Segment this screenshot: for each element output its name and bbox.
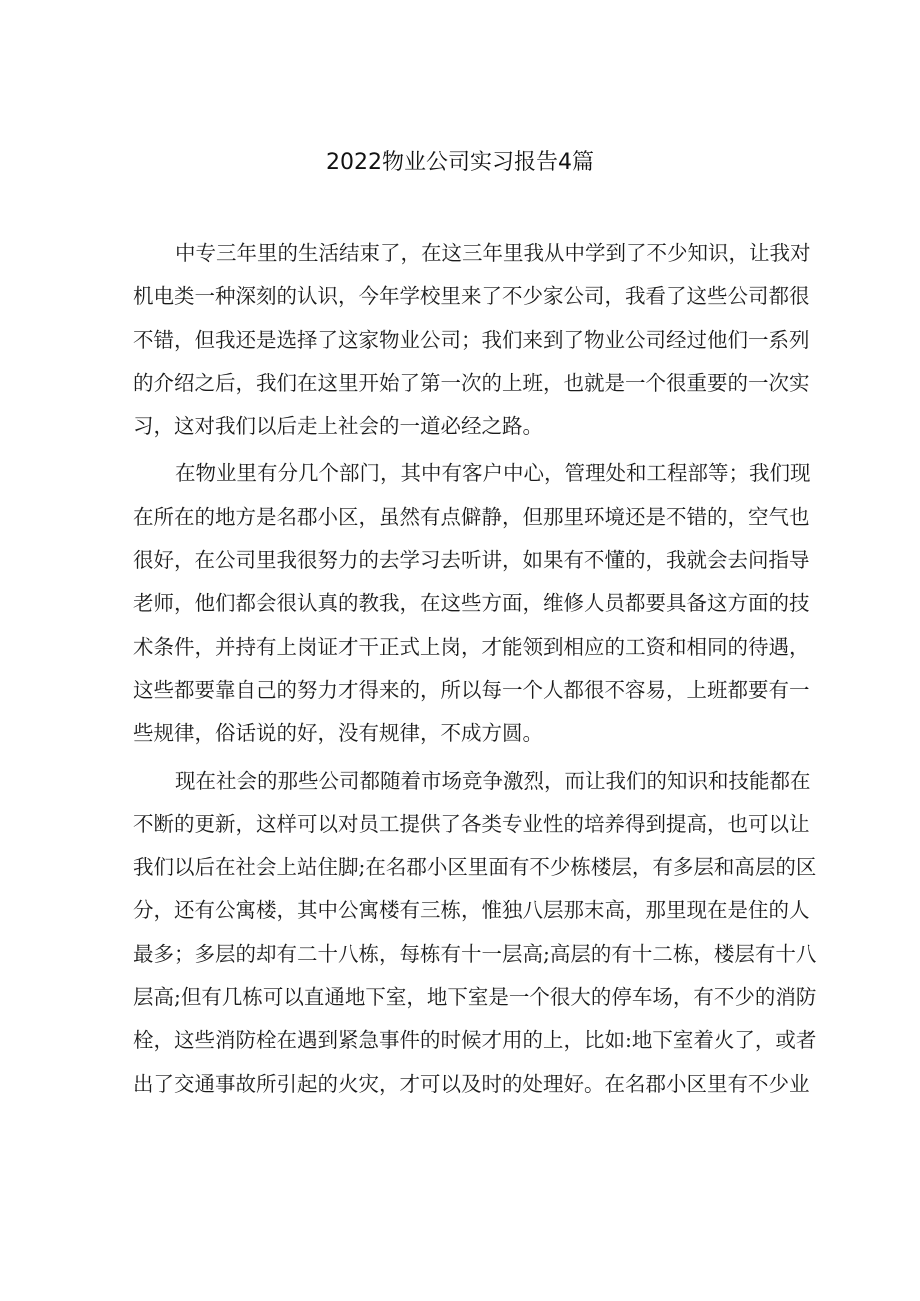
text-line: 些规律，俗话说的好，没有规律，不成方圆。 [133,721,543,746]
text-line: 我们以后在社会上站住脚;在名郡小区里面有不少栋楼层，有多层和高层的区 [133,855,817,880]
text-line: 术条件，并持有上岗证才干正式上岗，才能领到相应的工资和相同的待遇， [133,634,810,659]
text-line: 很好，在公司里我很努力的去学习去听讲，如果有不懂的，我就会去问指导 [133,548,810,573]
text-line: 层高;但有几栋可以直通地下室，地下室是一个很大的停车场，有不少的消防 [133,985,817,1010]
text-line: 机电类一种深刻的认识，今年学校里来了不少家公司，我看了这些公司都很 [133,284,810,309]
text-line: 中专三年里的生活结束了，在这三年里我从中学到了不少知识，让我对 [175,241,811,265]
text-line: 在所在的地方是名郡小区，虽然有点僻静，但那里环境还是不错的，空气也 [133,504,810,529]
text-line: 不断的更新，这样可以对员工提供了各类专业性的培养得到提高，也可以让 [133,811,810,836]
paragraph-3 [133,760,817,1106]
text-line: 出了交通事故所引起的火灾，才可以及时的处理好。在名郡小区里有不少业 [133,1071,810,1096]
text-line: 在物业里有分几个部门，其中有客户中心，管理处和工程部等；我们现 [175,461,811,486]
text-line: 不错，但我还是选择了这家物业公司；我们来到了物业公司经过他们一系列 [133,327,810,352]
text-line: 最多；多层的却有二十八栋，每栋有十一层高;高层的有十二栋，楼层有十八 [133,941,817,966]
document-title: 2022物业公司实习报告4篇 [326,150,594,175]
text-line: 分，还有公寓楼，其中公寓楼有三栋，惟独八层那末高，那里现在是住的人 [133,898,810,923]
text-line: 老师，他们都会很认真的教我，在这些方面，维修人员都要具备这方面的技 [133,591,810,616]
text-line: 这些都要靠自己的努力才得来的，所以每一个人都很不容易，上班都要有一 [133,677,810,702]
paragraph-1 [133,232,811,448]
paragraph-2 [133,452,811,755]
text-line: 习，这对我们以后走上社会的一道必经之路。 [133,414,543,439]
text-line: 的介绍之后，我们在这里开始了第一次的上班，也就是一个很重要的一次实 [133,370,810,395]
text-line: 栓，这些消防栓在遇到紧急事件的时候才用的上，比如:地下室着火了，或者 [133,1028,817,1053]
text-line: 现在社会的那些公司都随着市场竞争激烈，而让我们的知识和技能都在 [175,768,811,793]
document-body [133,232,817,1110]
